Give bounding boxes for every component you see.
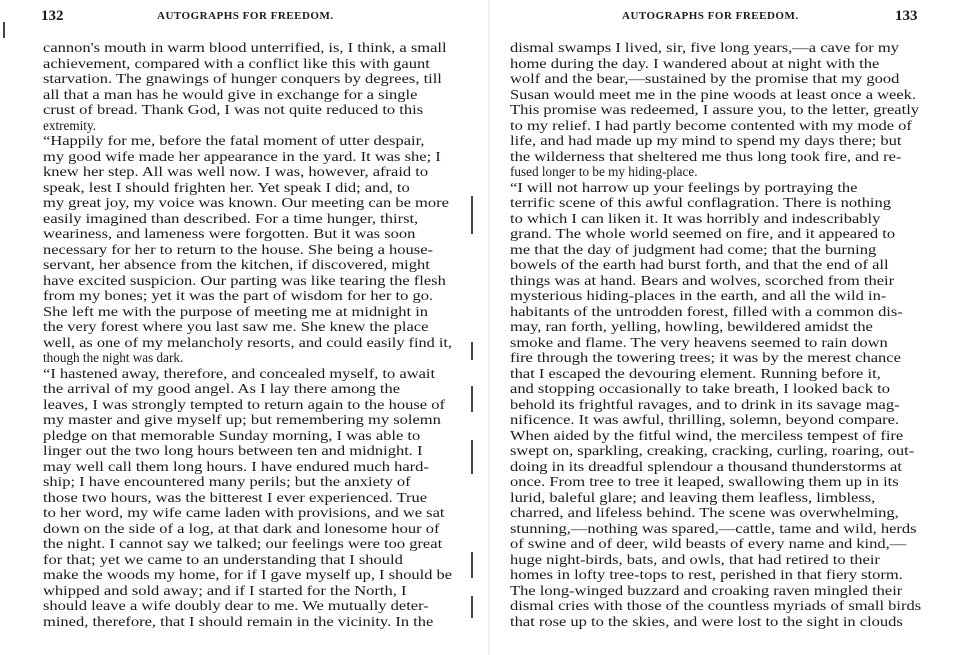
text-line: nificence. It was awful, thrilling, solemn, beyond compare.	[510, 412, 900, 427]
text-line: behold its frightful ravages, and to drink in its savage mag-	[510, 396, 900, 412]
margin-mark	[471, 596, 473, 618]
left-body-text	[43, 40, 452, 629]
text-line: crust of bread. Thank God, I was not quite reduced to this	[43, 102, 424, 117]
text-line: the night. I cannot say we talked; our feelings were too great	[43, 536, 443, 551]
text-line: necessary for her to return to the house. She being a house-	[43, 241, 434, 257]
margin-mark	[471, 440, 473, 474]
text-line: cannon's mouth in warm blood unterrified, is, I think, a small	[43, 40, 447, 55]
text-line: mined, therefore, that I should remain in the vicinity. In the	[43, 613, 434, 629]
text-line: charred, and lifeless behind. The scene was overwhelming,	[510, 505, 899, 520]
text-line: those two hours, was the bitterest I ever experienced. True	[43, 489, 428, 505]
text-line: home during the day. I wandered about at night with the	[510, 55, 880, 71]
text-line: things was at hand. Bears and wolves, scorched from their	[510, 272, 895, 288]
text-line: grand. The whole world seemed on fire, and it appeared to	[510, 226, 896, 241]
text-line: well, as one of my melancholy resorts, and could easily find it,	[43, 334, 452, 350]
right-running-head: AUTOGRAPHS FOR FREEDOM.	[622, 10, 799, 22]
margin-mark	[471, 386, 473, 412]
left-page-number: 132	[41, 8, 64, 24]
text-line: the very forest where you last saw me. She knew the place	[43, 319, 429, 334]
text-line: to which I can liken it. It was horribly and indescribably	[510, 210, 881, 226]
text-line: my master and give myself up; but remembering my solemn	[43, 412, 441, 427]
text-line: that rose up to the skies, and were lost to the sight in clouds	[510, 613, 903, 629]
text-line: ship; I have encountered many perils; but the anxiety of	[43, 474, 411, 489]
text-line: that I escaped the devouring element. Running before it,	[510, 365, 881, 381]
text-line: life, and had made up my mind to spend my days there; but	[510, 133, 902, 148]
right-page-number: 133	[895, 8, 918, 24]
text-line: the wilderness that sheltered me thus long took fire, and re-	[510, 148, 902, 164]
text-line: homes in lofty tree-tops to rest, perished in that fiery storm.	[510, 567, 903, 582]
text-line: This promise was redeemed, I assure you, to the letter, greatly	[510, 102, 920, 117]
text-line: all that a man has he would give in exchange for a single	[43, 86, 418, 102]
text-line: dismal swamps I lived, sir, five long years,—a cave for my	[510, 40, 899, 55]
text-line: from my bones; yet it was the part of wisdom for her to go.	[43, 288, 434, 303]
margin-mark	[471, 552, 473, 578]
text-line: habitants of the untrodden forest, filled with a common dis-	[510, 303, 903, 319]
left-running-head: AUTOGRAPHS FOR FREEDOM.	[157, 10, 334, 22]
margin-mark	[471, 342, 473, 360]
text-line: whipped and sold away; and if I started for the North, I	[43, 582, 407, 598]
text-line: dismal cries with those of the countless myriads of small birds	[510, 598, 922, 613]
text-line: speak, lest I should frighten her. Yet speak I did; and, to	[43, 179, 410, 195]
margin-mark	[3, 22, 5, 38]
text-line: of swine and of deer, wild beasts of every name and kind,—	[510, 536, 907, 551]
text-line: “Happily for me, before the fatal moment of utter despair,	[43, 133, 425, 148]
text-line: have excited suspicion. Our parting was like tearing the flesh	[43, 272, 446, 288]
right-body-text	[510, 40, 922, 629]
text-line: swept on, sparkling, creaking, cracking, curling, roaring, out-	[510, 443, 915, 458]
text-line: smoke and flame. The very heavens seemed to rain down	[510, 334, 888, 350]
text-line: to her word, my wife came laden with provisions, and we sat	[43, 505, 445, 520]
text-line: the arrival of my good angel. As I lay there among the	[43, 381, 401, 396]
text-line: down on the side of a log, at that dark and lonesome hour of	[43, 520, 440, 536]
text-line: my great joy, my voice was known. Our meeting can be more	[43, 195, 449, 210]
text-line: fused longer to be my hiding-place.	[510, 164, 698, 179]
right-page	[490, 0, 980, 655]
margin-mark	[471, 196, 473, 234]
text-line: wolf and the bear,—sustained by the promise that my good	[510, 71, 900, 86]
text-line: though the night was dark.	[43, 350, 184, 365]
text-line: leaves, I was strongly tempted to return again to the house of	[43, 396, 445, 412]
text-line: for that; yet we came to an understanding that I should	[43, 551, 403, 567]
text-line: bowels of the earth had burst forth, and that the end of all	[510, 257, 889, 272]
text-line: “I hastened away, therefore, and concealed myself, to await	[43, 365, 436, 381]
text-line: knew her step. All was well now. I was, however, afraid to	[43, 164, 429, 179]
text-line: weariness, and lameness were forgotten. But it was soon	[43, 226, 416, 241]
text-line: linger out the two long hours between ten and midnight. I	[43, 443, 423, 458]
text-line: Susan would meet me in the pine woods at least once a week.	[510, 86, 917, 102]
text-line: extremity.	[43, 117, 96, 133]
text-line: should leave a wife doubly dear to me. We mutually deter-	[43, 598, 429, 613]
text-line: The long-winged buzzard and croaking raven mingled their	[510, 582, 903, 598]
text-line: to my relief. I had partly become contented with my mode of	[510, 117, 912, 133]
text-line: mysterious hiding-places in the earth, and all the wild in-	[510, 288, 887, 303]
text-line: She left me with the purpose of meeting me at midnight in	[43, 303, 429, 319]
text-line: huge night-birds, bats, and owls, that had retired to their	[510, 551, 880, 567]
text-line: may well call them long hours. I have endured much hard-	[43, 458, 429, 474]
text-line: may, ran forth, yelling, howling, bewildered amidst the	[510, 319, 873, 334]
text-line: doing in its dreadful splendour a thousand thunderstorms at	[510, 458, 902, 474]
text-line: pledge on that memorable Sunday morning, I was able to	[43, 427, 421, 443]
text-line: stunning,—nothing was spared,—cattle, tame and wild, herds	[510, 520, 917, 536]
text-line: servant, her absence from the kitchen, if discovered, might	[43, 257, 430, 272]
text-line: achievement, compared with a conflict like this with gaunt	[43, 55, 430, 71]
text-line: and stopping occasionally to take breath, I looked back to	[510, 381, 890, 396]
text-line: starvation. The gnawings of hunger conquers by degrees, till	[43, 71, 442, 86]
text-line: fire through the towering trees; it was by the merest chance	[510, 350, 901, 365]
text-line: make the woods my home, for if I gave myself up, I should be	[43, 567, 452, 582]
text-line: once. From tree to tree it leaped, swallowing them up in its	[510, 474, 899, 489]
text-line: terrific scene of this awful conflagration. There is nothing	[510, 195, 892, 210]
left-page	[0, 0, 488, 655]
text-line: easily imagined than described. For a time hunger, thirst,	[43, 210, 419, 226]
text-line: “I will not harrow up your feelings by portraying the	[510, 179, 858, 195]
text-line: my good wife made her appearance in the yard. It was she; I	[43, 148, 441, 164]
text-line: lurid, baleful glare; and leaving them leafless, limbless,	[510, 489, 876, 505]
text-line: When aided by the fitful wind, the merciless tempest of fire	[510, 427, 904, 443]
text-line: me that the day of judgment had come; that the burning	[510, 241, 877, 257]
